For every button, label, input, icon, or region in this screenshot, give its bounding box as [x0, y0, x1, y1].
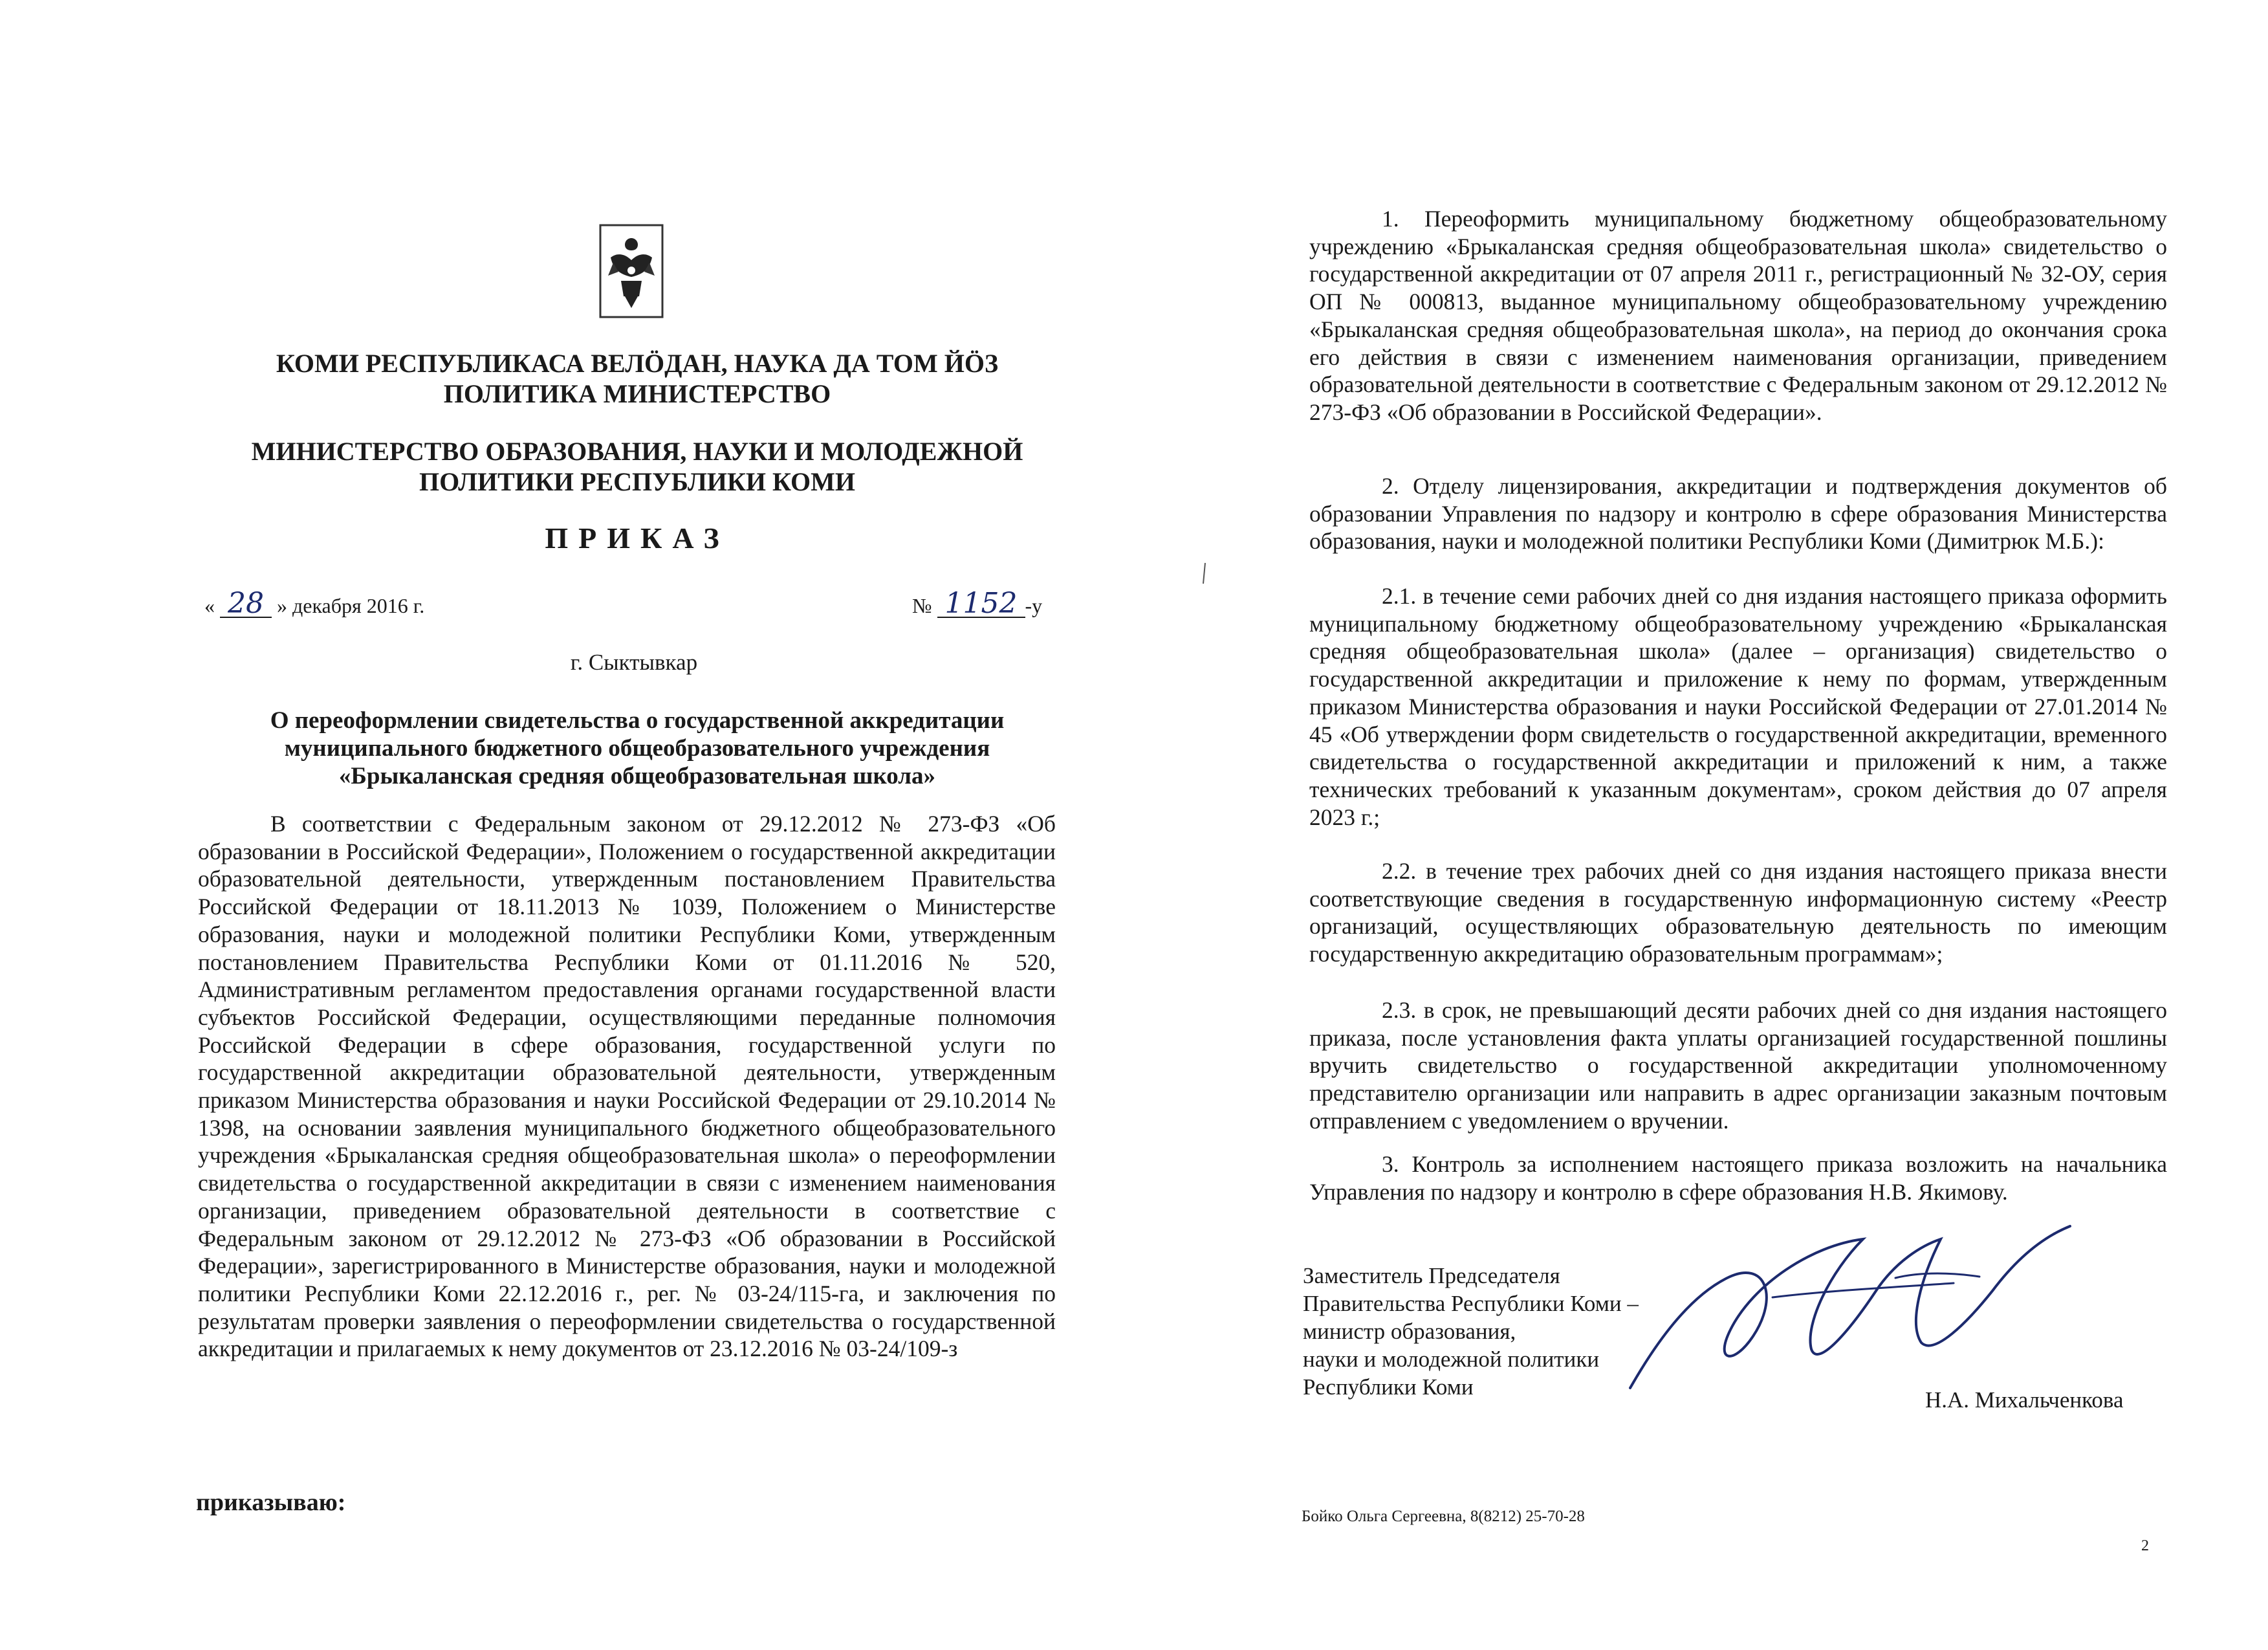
order-item-2-2: 2.2. в течение трех рабочих дней со дня издания настоящего приказа внести соответствующие сведения в государственную информационную систему «Реестр организаций, осуществляющих образовательную деятельность по имеющим государственную аккредитацию образовательным программам»;: [1309, 858, 2167, 967]
number-suffix: -у: [1025, 594, 1043, 617]
page-number: 2: [2141, 1537, 2149, 1554]
city: г. Сыктывкар: [570, 650, 698, 675]
order-item-2: 2. Отделу лицензирования, аккредитации и подтверждения документов об образовании Управления по надзору и контролю в сфере образования Министерства образования, науки и молодежной политики Республики Коми (Димитрюк М.Б.):: [1309, 473, 2167, 555]
order-item-2-3: 2.3. в срок, не превышающий десяти рабочих дней со дня издания настоящего приказа, после установления факта уплаты организацией государственной пошлины вручить свидетельство о государственной аккредитации уполномоченному представителю организации или направить в адрес организации заказным почтовым отправлением с уведомлением о вручении.: [1309, 997, 2167, 1134]
signer-title-line: Правительства Республики Коми –: [1303, 1291, 1639, 1316]
date-day-handwritten: 28: [220, 591, 272, 618]
handwritten-signature: [1617, 1200, 2135, 1407]
signer-title-line: науки и молодежной политики: [1303, 1347, 1600, 1372]
signer-name: Н.А. Михальченкова: [1925, 1387, 2124, 1413]
order-item-2-1: 2.1. в течение семи рабочих дней со дня издания настоящего приказа оформить муниципальному бюджетному общеобразовательному учреждению «Брыкаланская средняя общеобразовательная школа» (далее – организация) свидетельство о государственной аккредитации и приложение к нему по формам, утвержденным приказом Министерства образования и науки Российской Федерации от 27.01.2014 № 45 «Об утверждении форм свидетельств о государственной аккредитации, временного свидетельства о государственной аккредитации и приложений к ним, а также технических требований к указанным документам», сроком действия до 07 апреля 2023 г.;: [1309, 583, 2167, 830]
subject-line: муниципального бюджетного общеобразовательного учреждения: [284, 735, 990, 762]
header-ministry-line: ПОЛИТИКИ РЕСПУБЛИКИ КОМИ: [419, 467, 855, 496]
signer-title: [1303, 1262, 1639, 1401]
stray-pen-mark: [1201, 562, 1208, 585]
header-ministry-line: МИНИСТЕРСТВО ОБРАЗОВАНИЯ, НАУКИ И МОЛОДЕЖНОЙ: [251, 437, 1023, 466]
document-type-title: ПРИКАЗ: [545, 522, 730, 555]
order-word: приказываю:: [196, 1489, 346, 1516]
basis-paragraph: В соответствии с Федеральным законом от 29.12.2012 № 273-ФЗ «Об образовании в Российской Федерации», Положением о государственной аккредитации образовательной деятельности, утвержденным постановлением Правительства Российской Федерации от 18.11.2013 № 1039, Положением о Министерстве образования, науки и молодежной политики Республики Коми, утвержденным постановлением Правительства Республики Коми от 01.11.2016 № 520, Административным регламентом предоставления органами государственной власти субъектов Российской Федерации, осуществляющими переданные полномочия Российской Федерации в сфере образования, государственной услуги по государственной аккредитации образовательной деятельности, утвержденным приказом Министерства образования и науки Российской Федерации от 29.10.2014 № 1398, на основании заявления муниципального бюджетного общеобразовательного учреждения «Брыкаланская средняя общеобразовательная школа» о переоформлении свидетельства о государственной аккредитации в связи с изменением наименования организации, приведением образовательной деятельности в соответствие с Федеральным законом от 29.12.2012 № 273-ФЗ «Об образовании в Российской Федерации», зарегистрированного в Министерстве образования, науки и молодежной политики Республики Коми 22.12.2016 г., рег. № 03-24/115-га, и заключения по результатам проверки заявления о переоформлении свидетельства о государственной аккредитации и прилагаемых к нему документов от 23.12.2016 № 03-24/109-з: [198, 811, 1056, 1362]
header-komi-line: КОМИ РЕСПУБЛИКАСА ВЕЛÖДАН, НАУКА ДА ТОМ ЙÖЗ: [276, 349, 999, 378]
date-month-year: » декабря 2016 г.: [277, 594, 425, 617]
subject-line: «Брыкаланская средняя общеобразовательная школа»: [338, 763, 936, 789]
order-item-3: 3. Контроль за исполнением настоящего приказа возложить на начальника Управления по надзору и контролю в сфере образования Н.В. Якимову.: [1309, 1151, 2167, 1205]
signer-title-line: Республики Коми: [1303, 1374, 1474, 1400]
subject-line: О переоформлении свидетельства о государственной аккредитации: [270, 707, 1005, 734]
date-open-quote: «: [204, 594, 215, 617]
number-prefix: №: [912, 594, 932, 617]
executor-contact: Бойко Ольга Сергеевна, 8(8212) 25-70-28: [1302, 1508, 1585, 1525]
header-komi-line: ПОЛИТИКА МИНИСТЕРСТВО: [443, 379, 831, 408]
signer-title-line: министр образования,: [1303, 1319, 1516, 1344]
signer-title-line: Заместитель Председателя: [1303, 1263, 1560, 1288]
number-handwritten: 1152: [937, 591, 1025, 618]
order-item-1: 1. Переоформить муниципальному бюджетному общеобразовательному учреждению «Брыкаланская средняя общеобразовательная школа» свидетельство о государственной аккредитации от 07 апреля 2011 г., регистрационный № 32-ОУ, серия ОП № 000813, выданное муниципальному общеобразовательному учреждению «Брыкаланская средняя общеобразовательная школа», на период до окончания срока его действия в связи с изменением наименования организации, приведением образовательной деятельности в соответствие с Федеральным законом от 29.12.2012 № 273-ФЗ «Об образовании в Российской Федерации».: [1309, 206, 2167, 425]
